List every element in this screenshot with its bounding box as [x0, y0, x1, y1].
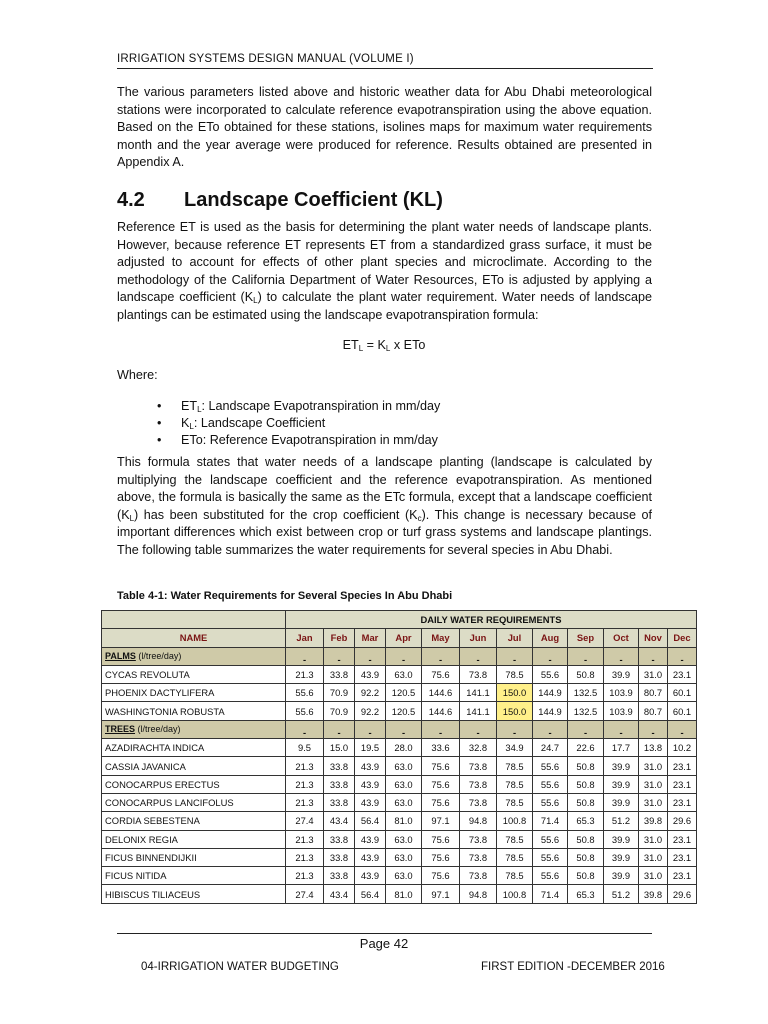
value-cell-feb: 33.8 — [324, 867, 355, 885]
value-cell-mar: 19.5 — [355, 739, 386, 757]
value-cell-dec: 23.1 — [668, 793, 697, 811]
value-cell-nov: 31.0 — [639, 848, 668, 866]
formula-k-sub: L — [385, 344, 391, 353]
group-dash-cell: - — [568, 720, 604, 738]
value-cell-nov: 31.0 — [639, 665, 668, 683]
value-cell-jul: 78.5 — [497, 867, 533, 885]
group-dash-cell: - — [568, 647, 604, 665]
value-cell-oct: 39.9 — [604, 867, 639, 885]
value-cell-nov: 31.0 — [639, 793, 668, 811]
value-cell-nov: 31.0 — [639, 757, 668, 775]
group-unit: (l/tree/day) — [135, 651, 182, 662]
value-cell-jun: 73.8 — [460, 830, 497, 848]
group-dash-cell: - — [497, 647, 533, 665]
intro-paragraph: The various parameters listed above and historic weather data for Abu Dhabi meteorological stations were incorporated to calculate reference evapotranspiration using the above equation. Based on the ETo obtained for these stations, isolines maps for maximum water requirements month and the year average were produced for reference. Results obtained are presented in Appendix A. — [117, 85, 652, 169]
value-cell-may: 33.6 — [422, 739, 460, 757]
value-cell-feb: 70.9 — [324, 702, 355, 720]
value-cell-jun: 73.8 — [460, 665, 497, 683]
group-dash-cell: - — [386, 647, 422, 665]
value-cell-mar: 43.9 — [355, 757, 386, 775]
definition-etl — [157, 398, 440, 415]
value-cell-mar: 92.2 — [355, 684, 386, 702]
value-cell-feb: 33.8 — [324, 757, 355, 775]
value-cell-may: 75.6 — [422, 830, 460, 848]
table-row — [102, 665, 697, 683]
species-name: FICUS BINNENDIJKII — [102, 848, 286, 866]
group-dash-cell: - — [324, 647, 355, 665]
value-cell-may: 75.6 — [422, 665, 460, 683]
value-cell-jun: 73.8 — [460, 793, 497, 811]
table-row — [102, 775, 697, 793]
value-cell-sep: 50.8 — [568, 757, 604, 775]
value-cell-aug: 55.6 — [533, 867, 568, 885]
table-caption: Table 4-1: Water Requirements for Several Species In Abu Dhabi — [117, 590, 453, 602]
value-cell-jan: 21.3 — [286, 775, 324, 793]
value-cell-feb: 70.9 — [324, 684, 355, 702]
month-header-jun: Jun — [460, 629, 497, 647]
value-cell-jul: 34.9 — [497, 739, 533, 757]
month-header-may: May — [422, 629, 460, 647]
value-cell-jun: 32.8 — [460, 739, 497, 757]
species-name: CYCAS REVOLUTA — [102, 665, 286, 683]
value-cell-may: 75.6 — [422, 775, 460, 793]
definition-eto — [157, 432, 440, 449]
value-cell-may: 75.6 — [422, 757, 460, 775]
value-cell-sep: 22.6 — [568, 739, 604, 757]
definition-list — [157, 398, 440, 449]
value-cell-apr: 81.0 — [386, 812, 422, 830]
value-cell-sep: 65.3 — [568, 812, 604, 830]
palms-group-label — [102, 647, 286, 665]
value-cell-may: 144.6 — [422, 702, 460, 720]
group-dash-cell: - — [324, 720, 355, 738]
value-cell-jan: 21.3 — [286, 867, 324, 885]
value-cell-aug: 71.4 — [533, 812, 568, 830]
species-name: HIBISCUS TILIACEUS — [102, 885, 286, 903]
value-cell-jun: 73.8 — [460, 757, 497, 775]
value-cell-mar: 43.9 — [355, 830, 386, 848]
table-super-header-row — [102, 611, 697, 629]
name-column-header: NAME — [102, 629, 286, 647]
group-dash-cell: - — [668, 720, 697, 738]
group-dash-cell: - — [355, 647, 386, 665]
value-cell-oct: 39.9 — [604, 830, 639, 848]
value-cell-mar: 43.9 — [355, 848, 386, 866]
month-header-mar: Mar — [355, 629, 386, 647]
month-header-feb: Feb — [324, 629, 355, 647]
month-header-aug: Aug — [533, 629, 568, 647]
group-name: TREES — [105, 724, 136, 735]
value-cell-aug: 55.6 — [533, 775, 568, 793]
value-cell-dec: 60.1 — [668, 702, 697, 720]
section-number: 4.2 — [117, 189, 145, 211]
value-cell-sep: 50.8 — [568, 830, 604, 848]
value-cell-jul: 78.5 — [497, 848, 533, 866]
table-row — [102, 885, 697, 903]
value-cell-sep: 50.8 — [568, 867, 604, 885]
group-dash-cell: - — [355, 720, 386, 738]
value-cell-nov: 31.0 — [639, 830, 668, 848]
definition-text: : Landscape Evapotranspiration in mm/day — [201, 399, 441, 413]
definition-sub: L — [197, 405, 202, 414]
value-cell-oct: 51.2 — [604, 812, 639, 830]
value-cell-sep: 50.8 — [568, 793, 604, 811]
month-header-jul: Jul — [497, 629, 533, 647]
value-cell-oct: 17.7 — [604, 739, 639, 757]
value-cell-aug: 55.6 — [533, 757, 568, 775]
group-dash-cell: - — [639, 720, 668, 738]
value-cell-oct: 39.9 — [604, 757, 639, 775]
value-cell-nov: 31.0 — [639, 775, 668, 793]
value-cell-feb: 33.8 — [324, 830, 355, 848]
section-heading — [117, 189, 443, 212]
footer-divider — [117, 933, 652, 934]
value-cell-may: 144.6 — [422, 684, 460, 702]
group-dash-cell: - — [639, 647, 668, 665]
species-name: PHOENIX DACTYLIFERA — [102, 684, 286, 702]
definition-term: ETo — [181, 433, 203, 447]
value-cell-apr: 120.5 — [386, 684, 422, 702]
value-cell-jun: 141.1 — [460, 684, 497, 702]
value-cell-jan: 55.6 — [286, 684, 324, 702]
subscript-l: L — [129, 513, 135, 523]
formula-eq: = K — [363, 338, 386, 352]
value-cell-jul: 100.8 — [497, 812, 533, 830]
formula-explanation-paragraph — [117, 454, 652, 559]
formula-lhs: ET — [342, 338, 359, 352]
definition-kl — [157, 415, 440, 432]
group-dash-cell: - — [533, 647, 568, 665]
species-name: FICUS NITIDA — [102, 867, 286, 885]
value-cell-oct: 39.9 — [604, 793, 639, 811]
landscape-coefficient-paragraph — [117, 219, 652, 324]
value-cell-aug: 55.6 — [533, 793, 568, 811]
value-cell-oct: 39.9 — [604, 775, 639, 793]
page-number: Page 42 — [359, 936, 409, 951]
para-formula-text-2: ) has been substituted for the crop coefficient (K — [134, 507, 418, 522]
value-cell-jan: 21.3 — [286, 793, 324, 811]
subscript-l: L — [253, 296, 258, 305]
section-title: Landscape Coefficient (KL) — [184, 189, 443, 211]
value-cell-feb: 33.8 — [324, 665, 355, 683]
value-cell-apr: 63.0 — [386, 665, 422, 683]
month-header-oct: Oct — [604, 629, 639, 647]
value-cell-dec: 60.1 — [668, 684, 697, 702]
value-cell-nov: 80.7 — [639, 684, 668, 702]
value-cell-jul: 100.8 — [497, 885, 533, 903]
value-cell-jun: 141.1 — [460, 702, 497, 720]
where-label: Where: — [117, 368, 158, 382]
month-header-nov: Nov — [639, 629, 668, 647]
value-cell-feb: 33.8 — [324, 775, 355, 793]
trees-group-label — [102, 720, 286, 738]
group-unit: (l/tree/day) — [135, 724, 181, 735]
value-cell-aug: 144.9 — [533, 684, 568, 702]
species-name: AZADIRACHTA INDICA — [102, 739, 286, 757]
value-cell-jul: 78.5 — [497, 665, 533, 683]
species-name: CONOCARPUS LANCIFOLUS — [102, 793, 286, 811]
value-cell-dec: 29.6 — [668, 812, 697, 830]
value-cell-sep: 50.8 — [568, 775, 604, 793]
value-cell-may: 97.1 — [422, 885, 460, 903]
value-cell-feb: 43.4 — [324, 812, 355, 830]
group-name: PALMS — [105, 651, 136, 662]
name-header-spacer — [102, 611, 286, 629]
value-cell-apr: 63.0 — [386, 830, 422, 848]
value-cell-nov: 80.7 — [639, 702, 668, 720]
value-cell-dec: 23.1 — [668, 848, 697, 866]
month-header-apr: Apr — [386, 629, 422, 647]
value-cell-jul: 78.5 — [497, 775, 533, 793]
species-name: CONOCARPUS ERECTUS — [102, 775, 286, 793]
table-row — [102, 848, 697, 866]
value-cell-feb: 33.8 — [324, 793, 355, 811]
table-body — [102, 647, 697, 903]
value-cell-jan: 21.3 — [286, 757, 324, 775]
value-cell-nov: 31.0 — [639, 867, 668, 885]
month-header-dec: Dec — [668, 629, 697, 647]
value-cell-jul: 150.0 — [497, 702, 533, 720]
value-cell-may: 75.6 — [422, 867, 460, 885]
group-dash-cell: - — [286, 647, 324, 665]
value-cell-sep: 132.5 — [568, 684, 604, 702]
value-cell-dec: 23.1 — [668, 867, 697, 885]
value-cell-mar: 56.4 — [355, 812, 386, 830]
group-dash-cell: - — [422, 720, 460, 738]
group-dash-cell: - — [497, 720, 533, 738]
value-cell-aug: 144.9 — [533, 702, 568, 720]
value-cell-jun: 94.8 — [460, 885, 497, 903]
value-cell-jul: 78.5 — [497, 830, 533, 848]
para-intro-text-1: Reference ET is used as the basis for determining the plant water needs of landscape plants. However, because reference ET represents ET from a standardized grass surface, it must be adjusted to account for effects of other plant species and microclimate. According to the methodology of the California Department of Water Resources, ETo is adjusted by applying a landscape coefficient (K — [117, 220, 652, 304]
value-cell-dec: 23.1 — [668, 830, 697, 848]
table-row — [102, 702, 697, 720]
species-name: DELONIX REGIA — [102, 830, 286, 848]
value-cell-aug: 55.6 — [533, 665, 568, 683]
water-requirements-table — [101, 610, 697, 904]
value-cell-dec: 23.1 — [668, 775, 697, 793]
month-header-sep: Sep — [568, 629, 604, 647]
group-dash-cell: - — [422, 647, 460, 665]
definition-term: K — [181, 416, 190, 430]
month-header-jan: Jan — [286, 629, 324, 647]
group-dash-cell: - — [386, 720, 422, 738]
value-cell-mar: 43.9 — [355, 775, 386, 793]
value-cell-oct: 39.9 — [604, 665, 639, 683]
value-cell-oct: 103.9 — [604, 702, 639, 720]
palms-group-row — [102, 647, 697, 665]
formula-rhs: x ETo — [390, 338, 426, 352]
value-cell-oct: 39.9 — [604, 848, 639, 866]
table-row — [102, 867, 697, 885]
table-row — [102, 757, 697, 775]
species-name: CORDIA SEBESTENA — [102, 812, 286, 830]
formula-lhs-sub: L — [358, 344, 364, 353]
value-cell-jan: 55.6 — [286, 702, 324, 720]
subscript-c: c — [417, 513, 422, 523]
value-cell-jan: 21.3 — [286, 830, 324, 848]
trees-group-row — [102, 720, 697, 738]
value-cell-may: 75.6 — [422, 793, 460, 811]
value-cell-aug: 55.6 — [533, 830, 568, 848]
value-cell-apr: 120.5 — [386, 702, 422, 720]
value-cell-dec: 10.2 — [668, 739, 697, 757]
value-cell-aug: 24.7 — [533, 739, 568, 757]
value-cell-jul: 78.5 — [497, 757, 533, 775]
footer-edition: FIRST EDITION -DECEMBER 2016 — [481, 961, 665, 973]
table-row — [102, 793, 697, 811]
value-cell-mar: 43.9 — [355, 793, 386, 811]
group-dash-cell: - — [604, 647, 639, 665]
table-row — [102, 812, 697, 830]
value-cell-aug: 71.4 — [533, 885, 568, 903]
value-cell-feb: 15.0 — [324, 739, 355, 757]
group-dash-cell: - — [533, 720, 568, 738]
value-cell-mar: 92.2 — [355, 702, 386, 720]
value-cell-oct: 103.9 — [604, 684, 639, 702]
definition-text: : Landscape Coefficient — [193, 416, 326, 430]
value-cell-jan: 21.3 — [286, 848, 324, 866]
value-cell-nov: 39.8 — [639, 885, 668, 903]
value-cell-dec: 23.1 — [668, 757, 697, 775]
group-dash-cell: - — [460, 647, 497, 665]
value-cell-apr: 63.0 — [386, 848, 422, 866]
value-cell-dec: 23.1 — [668, 665, 697, 683]
definition-text: : Reference Evapotranspiration in mm/day — [202, 433, 438, 447]
value-cell-mar: 43.9 — [355, 665, 386, 683]
value-cell-dec: 29.6 — [668, 885, 697, 903]
value-cell-jan: 27.4 — [286, 812, 324, 830]
value-cell-feb: 43.4 — [324, 885, 355, 903]
value-cell-apr: 28.0 — [386, 739, 422, 757]
group-dash-cell: - — [604, 720, 639, 738]
month-header-row — [102, 629, 697, 647]
value-cell-sep: 50.8 — [568, 848, 604, 866]
group-dash-cell: - — [460, 720, 497, 738]
value-cell-apr: 63.0 — [386, 867, 422, 885]
value-cell-sep: 50.8 — [568, 665, 604, 683]
group-dash-cell: - — [286, 720, 324, 738]
para-intro-text-2: ) to calculate the plant water requirement. Water needs of landscape plantings can be estimated using the landscape evapotranspiration formula: — [117, 290, 652, 322]
value-cell-mar: 56.4 — [355, 885, 386, 903]
value-cell-jun: 73.8 — [460, 775, 497, 793]
value-cell-jan: 9.5 — [286, 739, 324, 757]
value-cell-may: 75.6 — [422, 848, 460, 866]
table-row — [102, 830, 697, 848]
daily-requirements-header: DAILY WATER REQUIREMENTS — [286, 611, 697, 629]
value-cell-jun: 94.8 — [460, 812, 497, 830]
value-cell-nov: 39.8 — [639, 812, 668, 830]
definition-sub: L — [189, 422, 194, 431]
value-cell-jan: 27.4 — [286, 885, 324, 903]
value-cell-jun: 73.8 — [460, 848, 497, 866]
definition-term: ET — [181, 399, 198, 413]
value-cell-jun: 73.8 — [460, 867, 497, 885]
value-cell-apr: 63.0 — [386, 757, 422, 775]
etl-formula — [0, 338, 768, 352]
value-cell-aug: 55.6 — [533, 848, 568, 866]
para-formula-text-1: This formula states that water needs of a landscape planting (landscape is calculated by multiplying the landscape coefficient and the reference evapotranspiration. As mentioned above, the formula is basically the same as the ETc formula, except that a landscape coefficient (K — [117, 455, 652, 522]
value-cell-jul: 78.5 — [497, 793, 533, 811]
value-cell-sep: 132.5 — [568, 702, 604, 720]
value-cell-may: 97.1 — [422, 812, 460, 830]
value-cell-apr: 81.0 — [386, 885, 422, 903]
group-dash-cell: - — [668, 647, 697, 665]
species-name: WASHINGTONIA ROBUSTA — [102, 702, 286, 720]
footer-chapter: 04-IRRIGATION WATER BUDGETING — [141, 961, 339, 973]
value-cell-apr: 63.0 — [386, 775, 422, 793]
value-cell-mar: 43.9 — [355, 867, 386, 885]
table-row — [102, 739, 697, 757]
value-cell-nov: 13.8 — [639, 739, 668, 757]
value-cell-jul: 150.0 — [497, 684, 533, 702]
running-header: IRRIGATION SYSTEMS DESIGN MANUAL (VOLUME I) — [117, 53, 653, 69]
species-name: CASSIA JAVANICA — [102, 757, 286, 775]
value-cell-sep: 65.3 — [568, 885, 604, 903]
para-formula-text-3: ). This change is necessary because of important differences which exist between crop or turf grass systems and landscape plantings. The following table summarizes the water requirements for several species in Abu Dhabi. — [117, 507, 653, 557]
value-cell-oct: 51.2 — [604, 885, 639, 903]
value-cell-feb: 33.8 — [324, 848, 355, 866]
value-cell-jan: 21.3 — [286, 665, 324, 683]
table-row — [102, 684, 697, 702]
value-cell-apr: 63.0 — [386, 793, 422, 811]
